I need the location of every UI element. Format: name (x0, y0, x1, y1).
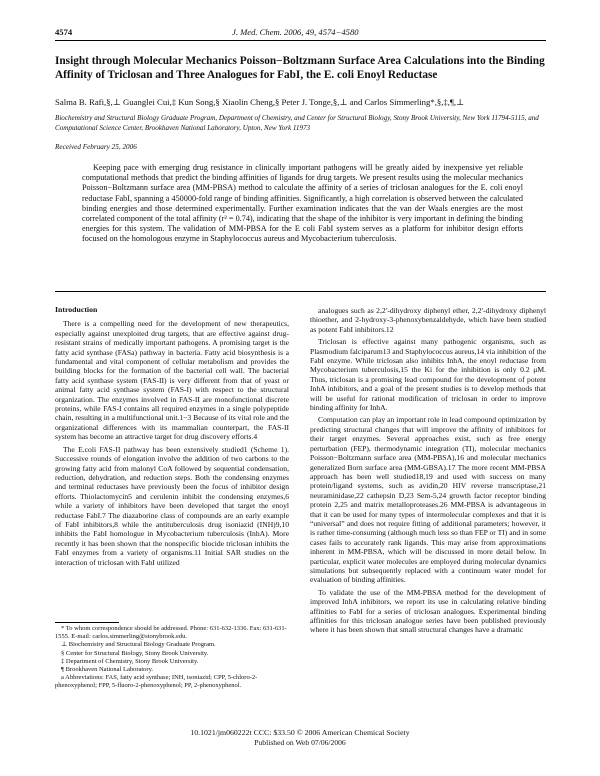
paragraph: To validate the use of the MM-PBSA method for the development of improved InhA inhibitors, we report its use in calculating relative binding affinities to FabI for a series of triclosan analogues. Experimental binding affinities for this triclosan analogue series have been published previously where it has been shown that small structural changes have a dramatic (310, 587, 546, 635)
paragraph: There is a compelling need for the development of new therapeutics, especially against unexploited drug targets, that are effective against drug-resistant strains of medically important pathogens. A promising target is the fatty acid synthase (FASa) pathway in bacteria. Fatty acid biosynthesis is a fundamental and vital component of cellular metabolism and provides the building blocks for the formation of the bacterial cell wall. The bacterial fatty acid synthase system (FAS-II) is very different from that of yeast or animal fatty acid synthase system (FAS-I) with respect to the structural organization. The enzymes involved in FAS-II are monofunctional discrete proteins, while FAS-I contains all required enzymes in a single polypeptide chain, resulting in a multifunctional unit.1−3 Because of its vital role and the organizational differences with its mammalian counterpart, the FAS-II system has become an attractive target for drug discovery efforts.4 (55, 319, 289, 442)
received-date: Received February 25, 2006 (55, 143, 137, 151)
footnote: ‡ Department of Chemistry, Stony Brook University. (61, 657, 199, 665)
paragraph: The E.coli FAS-II pathway has been extensively studied1 (Scheme 1). Successive rounds of elongation involve the addition of two carbons to the growing fatty acid from malonyl CoA followed by sequential condensation, reduction, dehydration, and reduction steps. Both the condensing enzymes and terminal reductases have previously been the focus of inhibitor design efforts. Thiolactomycin5 and cerulenin inhibit the condensing enzymes,6 while a variety of inhibitors have been developed that target the enoyl reductase FabI.7 The diazaborine class of compounds are an early example of FabI inhibitors,8 while the antituberculosis drug isoniazid (INH)9,10 inhibits the FabI homologue in Mycobacterium tuberculosis (InhA). More recently it has been shown that the nonspecific biocide triclosan inhibits the FabI enzymes from a variety of organisms.11 Initial SAR studies on the interaction of triclosan with FabI utilized (55, 444, 289, 567)
section-heading-introduction: Introduction (55, 305, 98, 314)
footnote-abbreviations: a Abbreviations: FAS, fatty acid synthase; INH, isoniazid; CPP, 5-chloro-2-phenoxyphenol; FPP, 5-fluoro-2-phenoxyphenol; PP, 2-phenoxyphenol. (55, 674, 258, 690)
footnote-correspondence: * To whom correspondence should be addressed. Phone: 631-632-1336. Fax: 631-631-1555. E-mail: carlos.simmerling@stonybrook.edu. (55, 625, 287, 641)
paragraph: Computation can play an important role in lead compound optimization by predicting structural changes that will improve the affinity of inhibitors for their target enzymes. Several approaches exist, such as free energy perturbation (FEP), thermodynamic integration (TI), molecular mechanics Poisson−Boltzmann surface area (MM-PBSA),16 and molecular mechanics generalized Born surface area (MM-GBSA).17 The more recent MM-PBSA approach has been well studied18,19 and used with success on many protein/ligand systems, such as avidin,20 HIV reverse transcriptase,21 neuraminidase,22 cathepsin D,23 Sem-5,24 growth factor receptor binding protein 2,25 and matrix metalloproteases.26 MM-PBSA is advantageous in that it can be used for many types of intermolecular complexes and that it is “universal” and does not require fitting of additional parameters; however, it is rather time-consuming (although much less so than FEP or TI) and in some cases fails to accurately rank ligands. This may arise from approximations inherent in MM-PBSA, which will be discussed in more detail below. In particular, explicit water molecules are employed during molecular dynamics simulations but subsequently replaced with a continuum water model for evaluation of binding affinities. (310, 415, 546, 585)
journal-citation: J. Med. Chem. 2006, 49, 4574−4580 (232, 27, 359, 37)
footnote: ¶ Brookhaven National Laboratory. (61, 666, 154, 674)
footnote-rule (55, 622, 119, 623)
affiliations: Biochemistry and Structural Biology Graduate Program, Department of Chemistry, and Center for Structural Biology, Stony Brook University, New York 11794-5115, and Computational Science Center, Brookhaven National Laboratory, Upton, New York 11973 (55, 114, 539, 132)
abstract: Keeping pace with emerging drug resistance in clinically important pathogens will be greatly aided by inexpensive yet reliable computational methods that predict the binding affinities of ligands for drug targets. We present results using the molecular mechanics Poisson−Boltzmann surface area (MM-PBSA) method to calculate the affinity of a series of triclosan analogues for the E. coli enoyl reductase FabI, spanning a 450000-fold range of binding affinities. Significantly, a high correlation is observed between the calculated binding energies and those determined experimentally. Further examination indicates that the van der Waals energies are the most correlated component of the total affinity (r² = 0.74), indicating that the shape of the inhibitor is very important in defining the binding energies for this system. The validation of MM-PBSA for the E coli FabI system serves as a platform for inhibitor design efforts focused on the homologous enzyme in Staphylococcus aureus and Mycobacterium tuberculosis. (82, 163, 523, 244)
footnote: § Center for Structural Biology, Stony Brook University. (61, 649, 209, 657)
article-title: Insight through Molecular Mechanics Poisson−Boltzmann Surface Area Calculations into the Binding Affinity of Triclosan and Three Analogues for FabI, the E. coli Enoyl Reductase (55, 55, 545, 81)
right-column (310, 306, 546, 635)
left-column (55, 305, 289, 567)
page-number: 4574 (55, 27, 73, 37)
paragraph: Triclosan is effective against many pathogenic organisms, such as Plasmodium falciparum13 and Staphylococcus aureus,14 via inhibition of the FabI enzyme. While triclosan also inhibits InhA, the enoyl reductase from Mycobacterium tuberculosis,15 the Ki for the inhibition is only 0.2 μM. Thus, triclosan is a promising lead compound for the development of potent InhA inhibitors, and a goal of the present studies is to develop methods that will be useful for rational modification of triclosan in order to improve binding affinity for InhA. (310, 337, 546, 413)
footnote: ⊥ Biochemistry and Structural Biology Graduate Program. (61, 641, 216, 649)
abstract-rule (55, 291, 546, 292)
paragraph: analogues such as 2,2′-dihydroxy diphenyl ether, 2,2′-dihydroxy diphenyl thioether, and 2-hydroxy-3-phenoxybenzaldehyde, which have been studied as potent FabI inhibitors.12 (310, 306, 546, 334)
footnotes (55, 625, 291, 691)
author-list: Salma B. Rafi,§,⊥ Guanglei Cui,‡ Kun Song,§ Xiaolin Cheng,§ Peter J. Tonge,§,⊥ and Carlos Simmerling*,§,‡,¶,⊥ (55, 97, 465, 107)
doi-line: 10.1021/jm060222t CCC: $33.50 © 2006 American Chemical Society (190, 728, 410, 737)
header-rule (55, 40, 546, 41)
publication-date: Published on Web 07/06/2006 (254, 738, 346, 747)
